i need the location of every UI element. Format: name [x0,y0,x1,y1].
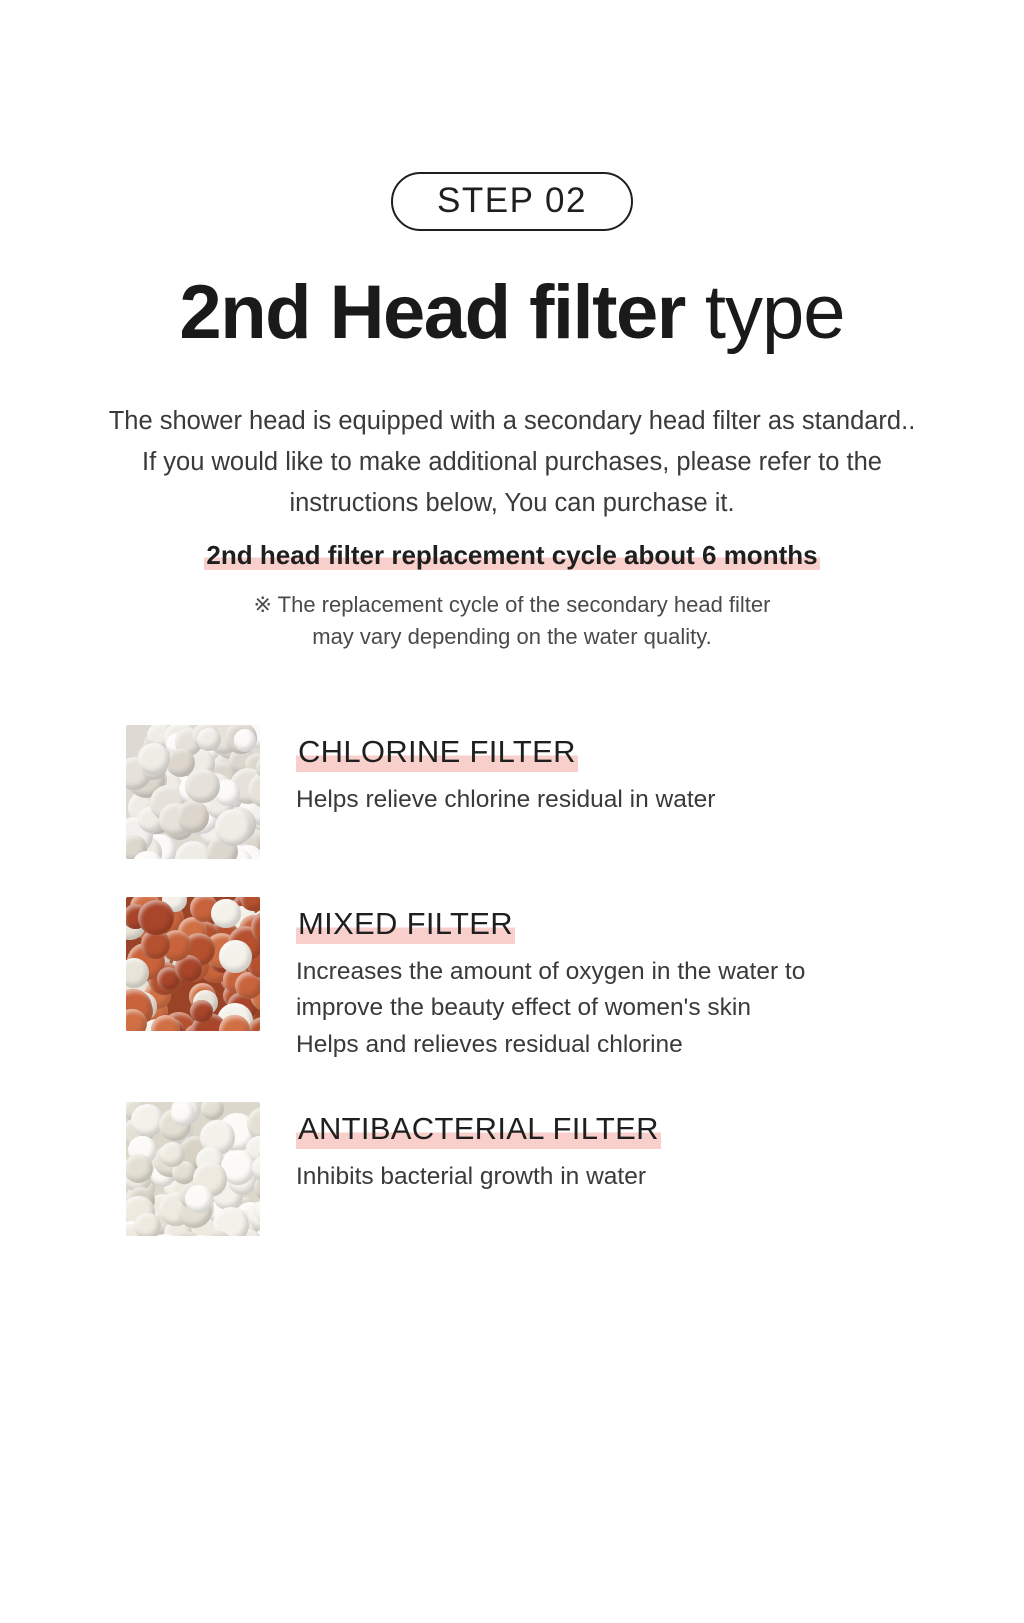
filter-title: CHLORINE FILTER [296,733,578,772]
filter-list [0,725,1024,1236]
filter-text-block [260,897,805,1064]
step-badge: STEP 02 [391,172,633,231]
mixed-filter-beads-photo [126,897,260,1031]
replacement-cycle-highlight [0,537,1024,573]
list-item [126,725,1024,859]
list-item [126,1102,1024,1236]
intro-paragraph [0,401,1024,525]
note-line-1: ※ The replacement cycle of the secondary head filter [253,592,771,618]
step-badge-wrapper [0,172,1024,231]
note-line-2: may vary depending on the water quality. [312,623,712,649]
filter-description [296,782,715,819]
page-title-light: type [684,270,845,355]
chlorine-filter-beads-photo [126,725,260,859]
filter-text-block [260,1102,661,1196]
page-title [0,270,1024,355]
filter-description-line: Helps relieve chlorine residual in water [296,785,716,813]
intro-line-1: The shower head is equipped with a secondary head filter as standard.. [108,406,916,435]
filter-description-line: improve the beauty effect of women's skin [296,994,751,1022]
intro-line-2: If you would like to make additional purchases, please refer to the [142,448,882,477]
antibacterial-filter-beads-photo [126,1102,260,1236]
filter-title: MIXED FILTER [296,905,515,944]
replacement-cycle-text: 2nd head filter replacement cycle about 6 months [206,539,818,570]
filter-text-block [260,725,715,819]
page-title-bold: 2nd Head filter [179,270,685,355]
filter-description-line: Inhibits bacterial growth in water [296,1162,646,1190]
product-detail-page [0,172,1024,1623]
list-item [126,897,1024,1064]
filter-description [296,1159,661,1196]
filter-description-line: Helps and relieves residual chlorine [296,1031,683,1059]
filter-description-line: Increases the amount of oxygen in the water to [296,957,806,985]
replacement-cycle-note [0,589,1024,653]
filter-title: ANTIBACTERIAL FILTER [296,1110,661,1149]
intro-line-3: instructions below, You can purchase it. [289,489,735,518]
filter-description [296,954,805,1064]
